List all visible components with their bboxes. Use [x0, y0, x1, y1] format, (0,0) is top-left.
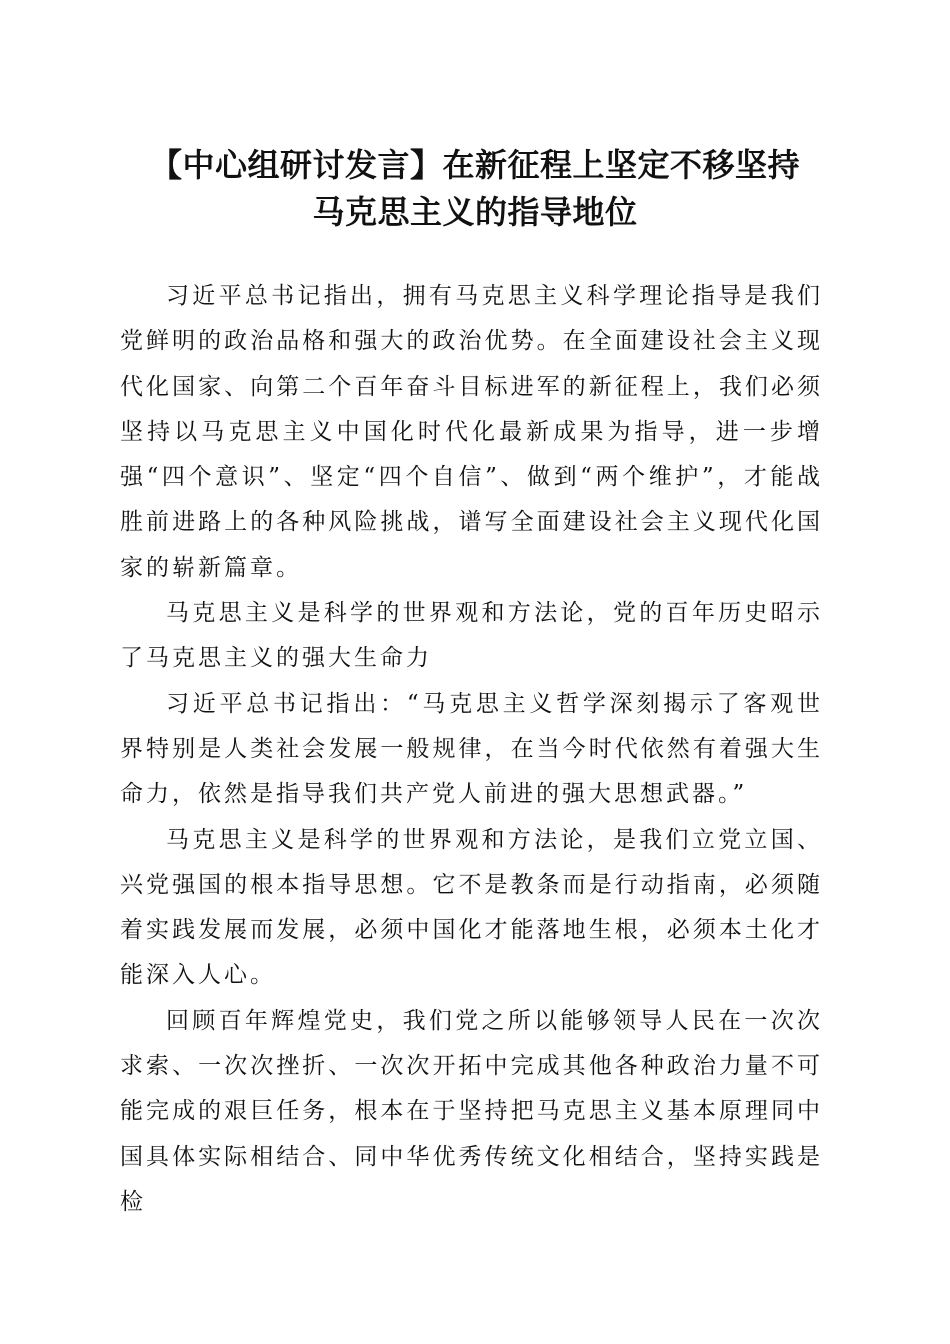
title-line-1: 【中心组研讨发言】在新征程上坚定不移坚持	[149, 146, 800, 184]
paragraph-5: 回顾百年辉煌党史，我们党之所以能够领导人民在一次次求索、一次次挫折、一次次开拓中完成其他各种政治力量不可能完成的艰巨任务，根本在于坚持把马克思主义基本原理同中国具体实际相结合、同中华优秀传统文化相结合，坚持实践是检	[120, 1007, 823, 1215]
document-title	[110, 142, 840, 236]
paragraph-4: 马克思主义是科学的世界观和方法论，是我们立党立国、兴党强国的根本指导思想。它不是教条而是行动指南，必须随着实践发展而发展，必须中国化才能落地生根，必须本土化才能深入人心。	[120, 826, 823, 989]
paragraph-3: 习近平总书记指出：“马克思主义哲学深刻揭示了客观世界特别是人类社会发展一般规律，在当今时代依然有着强大生命力，依然是指导我们共产党人前进的强大思想武器。”	[120, 690, 823, 808]
document-body	[120, 274, 823, 1225]
paragraph-2: 马克思主义是科学的世界观和方法论，党的百年历史昭示了马克思主义的强大生命力	[120, 600, 823, 672]
title-line-2: 马克思主义的指导地位	[312, 193, 638, 231]
paragraph-1: 习近平总书记指出，拥有马克思主义科学理论指导是我们党鲜明的政治品格和强大的政治优势。在全面建设社会主义现代化国家、向第二个百年奋斗目标进军的新征程上，我们必须坚持以马克思主义中国化时代化最新成果为指导，进一步增强“四个意识”、坚定“四个自信”、做到“两个维护”，才能战胜前进路上的各种风险挑战，谱写全面建设社会主义现代化国家的崭新篇章。	[120, 283, 823, 581]
